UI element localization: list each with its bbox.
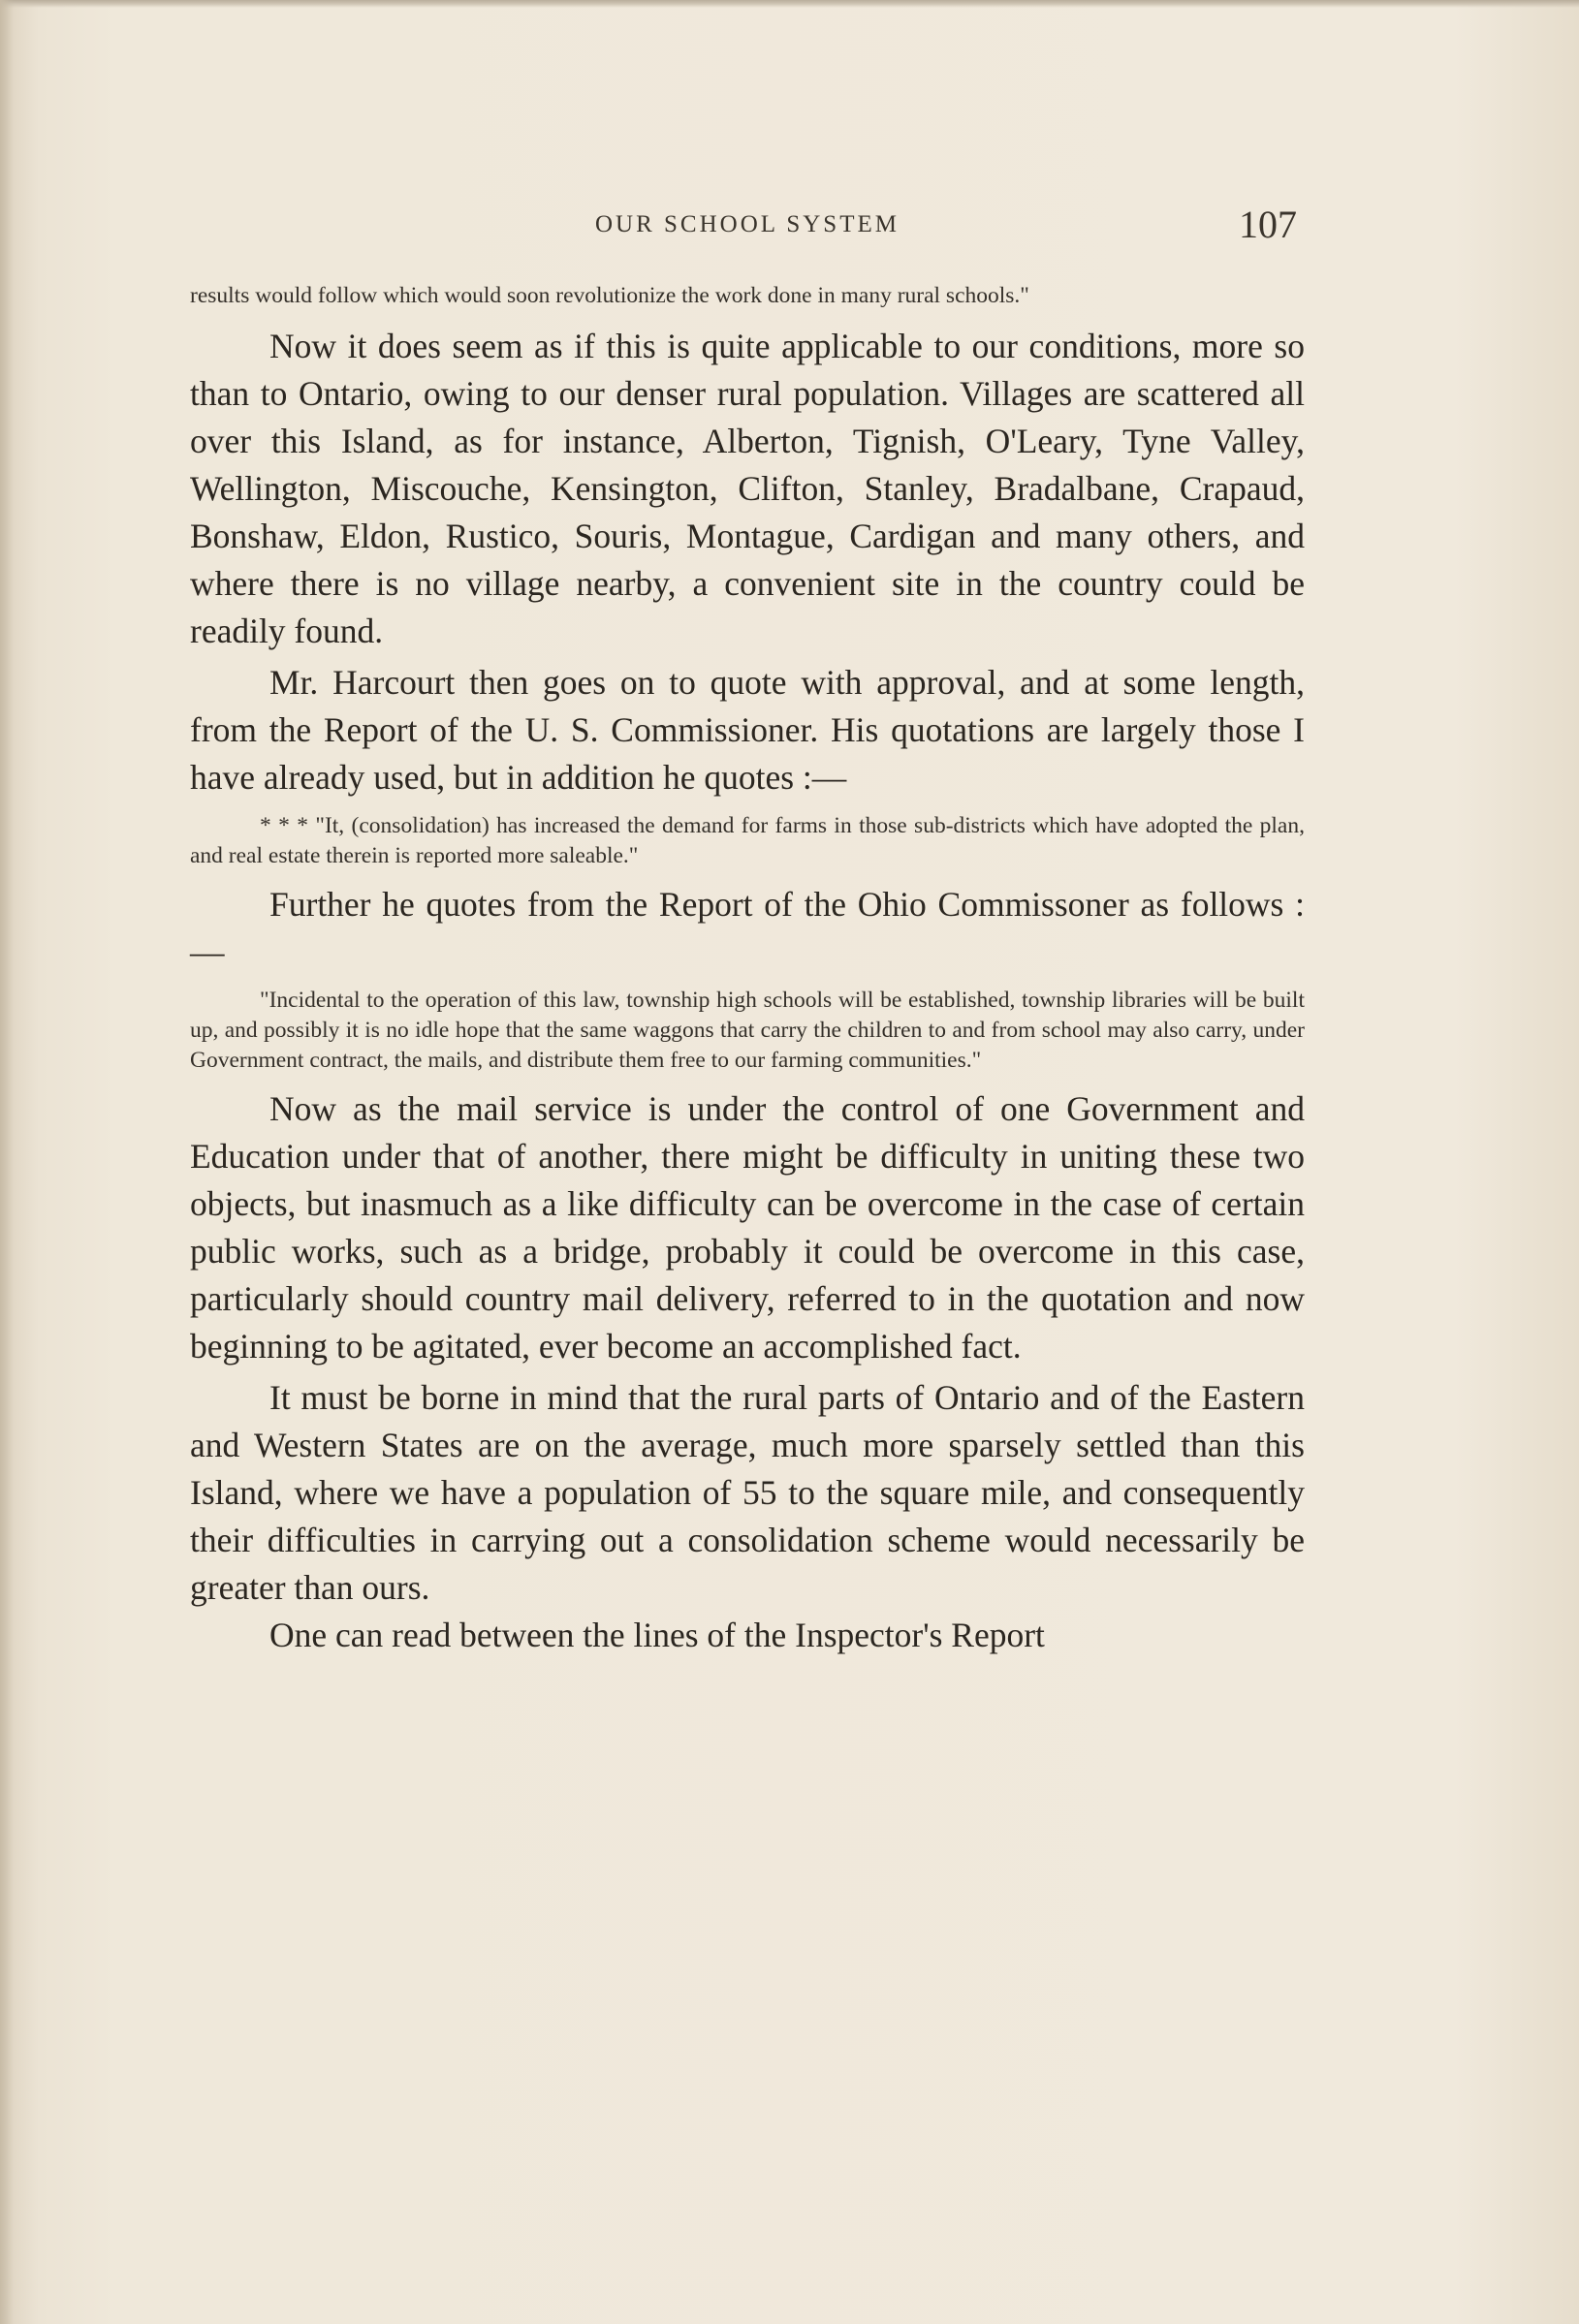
paragraph-mail-service: Now as the mail service is under the control of one Government and Education under that of another, there might be difficulty in uniting these two objects, but inasmuch as a like difficulty can be overcome in the case of certain public works, such as a bridge, probably it could be overcome in this case, particularly should country mail delivery, referred to in the quotation and now beginning to be agitated, ever become an accomplished fact. [190, 1089, 1305, 1366]
paragraph-ohio: Further he quotes from the Report of the Ohio Commissoner as follows :— [190, 885, 1305, 971]
page-binding-edge [0, 0, 14, 2324]
quote-continuation: results would follow which would soon revolutionize the work done in many rural schools." [190, 283, 1029, 308]
running-head [190, 205, 1305, 244]
page-top-edge [0, 0, 1579, 8]
paragraph-inspector: One can read between the lines of the Inspector's Report [269, 1616, 1045, 1654]
paragraph-conditions: Now it does seem as if this is quite applicable to our conditions, more so than to Ontario, owing to our denser rural population. Villages are scattered all over this Island, as for instance, Alberton, Tignish, O'Leary, Tyne Valley, Wellington, Miscouche, Kensington, Clifton, Stanley, Bradalbane, Crapaud, Bonshaw, Eldon, Rustico, Souris, Montague, Cardigan and many others, and where there is no village nearby, a convenient site in the country could be readily found. [190, 327, 1305, 650]
paragraph-sparsely-settled: It must be borne in mind that the rural parts of Ontario and of the Eastern and Western States are on the average, much more sparsely settled than this Island, where we have a population of 55 to the square mile, and consequently their difficulties in carrying out a consolidation scheme would necessarily be greater than ours. [190, 1378, 1305, 1607]
text-block [190, 281, 1305, 1659]
page-number: 107 [1239, 203, 1297, 246]
running-title: OUR SCHOOL SYSTEM [594, 211, 900, 237]
quote-consolidation: * * * "It, (consolidation) has increased the demand for farms in those sub-districts which have adopted the plan, and real estate therein is reported more saleable." [190, 813, 1305, 868]
quote-ohio: "Incidental to the operation of this law, township high schools will be established, township libraries will be built up, and possibly it is no idle hope that the same waggons that carry the children to and from school may also carry, under Government contract, the mails, and distribute them free to our farming communities." [190, 988, 1305, 1073]
paragraph-harcourt: Mr. Harcourt then goes on to quote with approval, and at some length, from the Report of the U. S. Commissioner. His quotations are largely those I have already used, but in addition he quotes :— [190, 663, 1305, 797]
